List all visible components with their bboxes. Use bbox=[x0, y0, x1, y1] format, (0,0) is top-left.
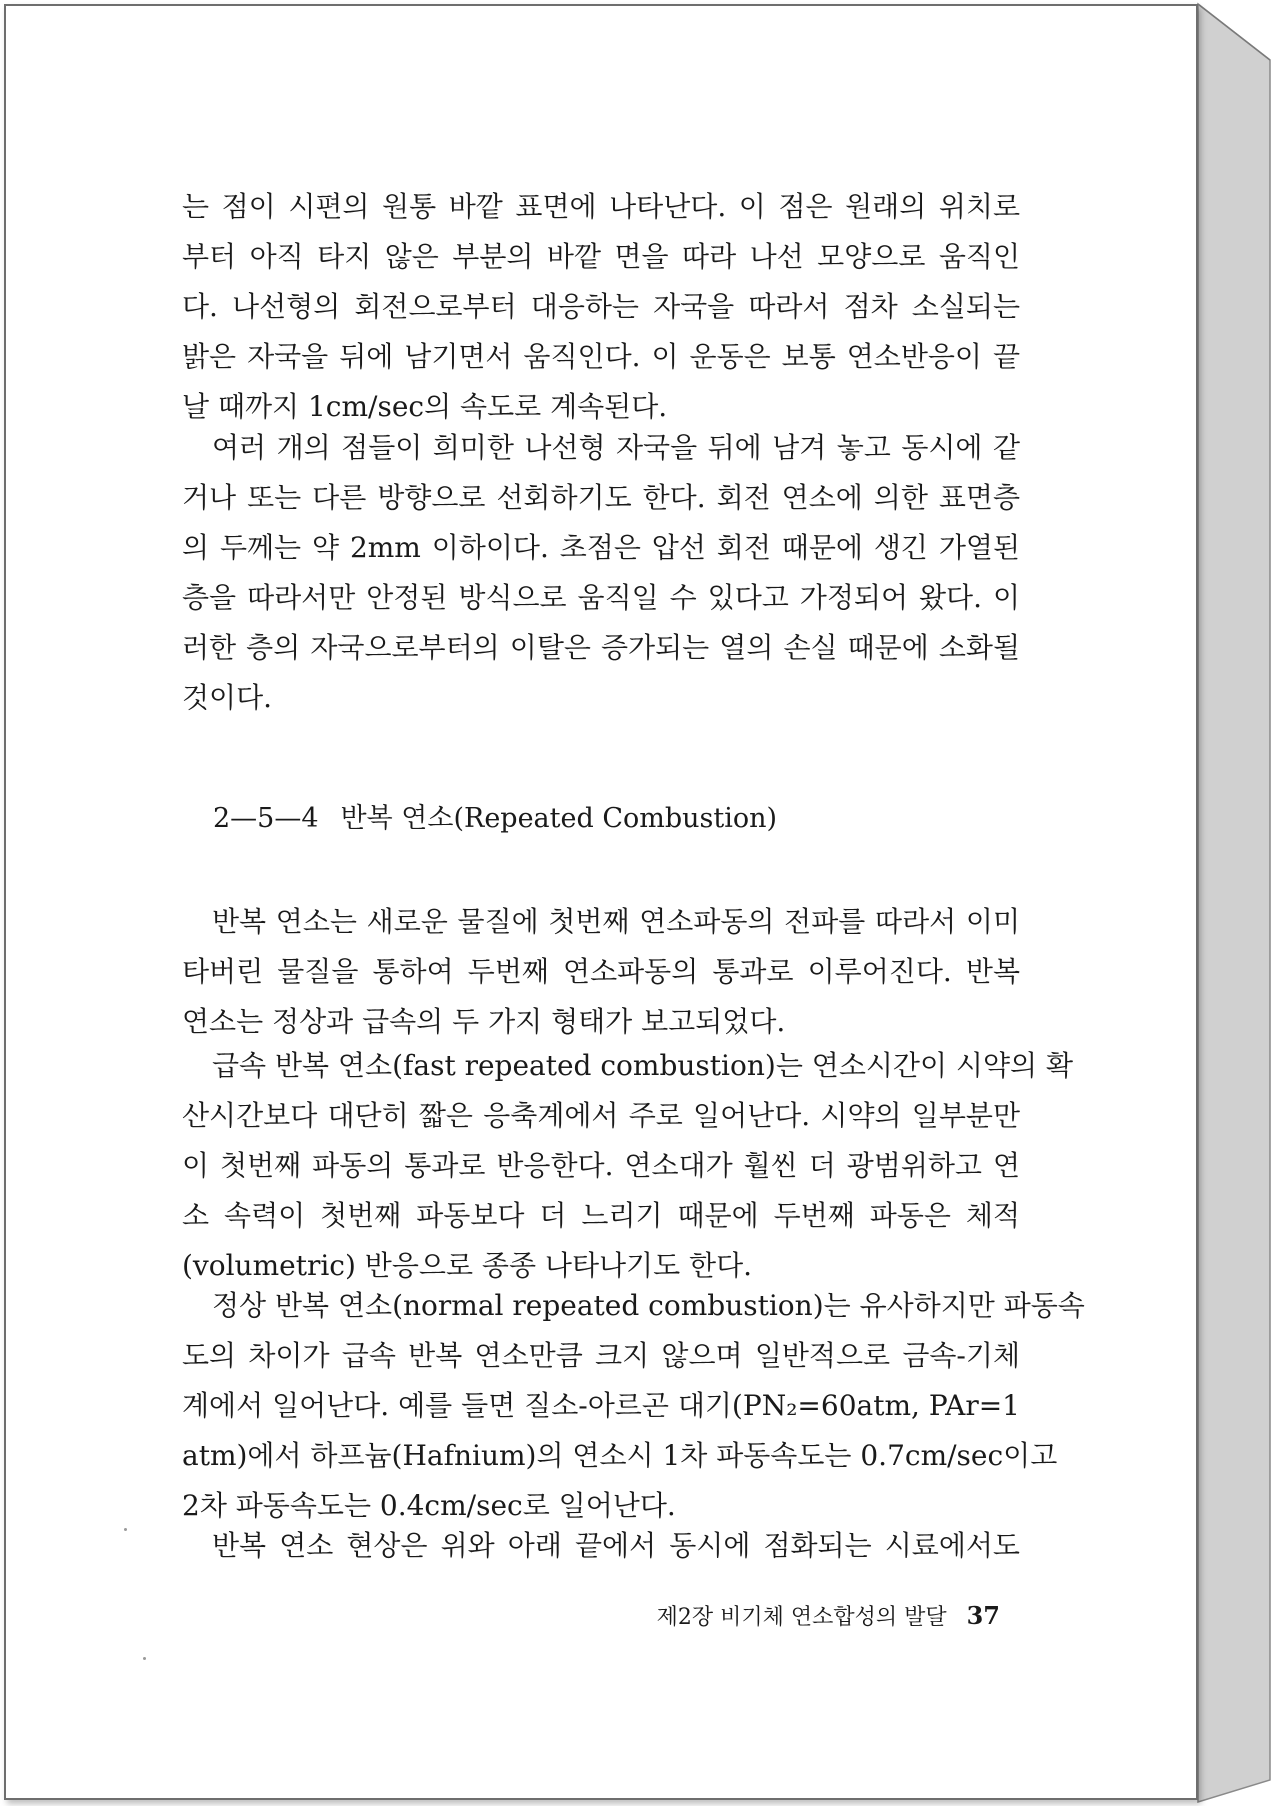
text-line: 반복 연소 현상은 위와 아래 끝에서 동시에 점화되는 시료에서도 bbox=[212, 1529, 1020, 1562]
text-line: 이 첫번째 파동의 통과로 반응한다. 연소대가 훨씬 더 광범위하고 연 bbox=[182, 1149, 1020, 1182]
text-line: 밝은 자국을 뒤에 남기면서 움직인다. 이 운동은 보통 연소반응이 끝 bbox=[182, 340, 1020, 373]
page-number: 37 bbox=[966, 1601, 1000, 1630]
text-line: 타버린 물질을 통하여 두번째 연소파동의 통과로 이루어진다. 반복 bbox=[182, 955, 1020, 988]
text-line: 거나 또는 다른 방향으로 선회하기도 한다. 회전 연소에 의한 표면층 bbox=[182, 481, 1020, 514]
text-line: 는 점이 시편의 원통 바깥 표면에 나타난다. 이 점은 원래의 위치로 bbox=[182, 190, 1020, 223]
text-line: 반복 연소는 새로운 물질에 첫번째 연소파동의 전파를 따라서 이미 bbox=[212, 905, 1020, 938]
text-line: 다. 나선형의 회전으로부터 대응하는 자국을 따라서 점차 소실되는 bbox=[182, 290, 1020, 323]
text-line: 계에서 일어난다. 예를 들면 질소-아르곤 대기(PN₂=60atm, PAr=1 bbox=[182, 1389, 1020, 1422]
text-line: 도의 차이가 급속 반복 연소만큼 크지 않으며 일반적으로 금속-기체 bbox=[182, 1339, 1020, 1372]
text-line: 급속 반복 연소(fast repeated combustion)는 연소시간이 시약의 확 bbox=[212, 1049, 1074, 1082]
paragraph bbox=[182, 182, 1020, 432]
paragraph bbox=[182, 897, 1020, 1047]
section-number: 2—5—4 bbox=[213, 803, 319, 834]
text-line: 러한 층의 자국으로부터의 이탈은 증가되는 열의 손실 때문에 소화될 bbox=[182, 631, 1020, 664]
text-line: (volumetric) 반응으로 종종 나타나기도 한다. bbox=[182, 1249, 753, 1282]
paragraph bbox=[182, 1521, 1020, 1571]
text-line: atm)에서 하프늄(Hafnium)의 연소시 1차 파동속도는 0.7cm/sec이고 bbox=[182, 1439, 1058, 1472]
paragraph bbox=[182, 1041, 1074, 1291]
text-line: 부터 아직 타지 않은 부분의 바깥 면을 따라 나선 모양으로 움직인 bbox=[182, 240, 1020, 273]
text-line: 소 속력이 첫번째 파동보다 더 느리기 때문에 두번째 파동은 체적 bbox=[182, 1199, 1020, 1232]
text-line: 산시간보다 대단히 짧은 응축계에서 주로 일어난다. 시약의 일부분만 bbox=[182, 1099, 1020, 1132]
text-line: 2차 파동속도는 0.4cm/sec로 일어난다. bbox=[182, 1489, 676, 1522]
text-line: 연소는 정상과 급속의 두 가지 형태가 보고되었다. bbox=[182, 1005, 786, 1038]
paragraph bbox=[182, 423, 1020, 723]
text-line: 정상 반복 연소(normal repeated combustion)는 유사하지만 파동속 bbox=[212, 1289, 1085, 1322]
text-line: 날 때까지 1cm/sec의 속도로 계속된다. bbox=[182, 390, 668, 423]
text-line: 의 두께는 약 2mm 이하이다. 초점은 압선 회전 때문에 생긴 가열된 bbox=[182, 531, 1020, 564]
chapter-title: 제2장 비기체 연소합성의 발달 bbox=[656, 1605, 947, 1630]
text-line: 여러 개의 점들이 희미한 나선형 자국을 뒤에 남겨 놓고 동시에 같 bbox=[212, 431, 1020, 464]
text-line: 층을 따라서만 안정된 방식으로 움직일 수 있다고 가정되어 왔다. 이 bbox=[182, 581, 1020, 614]
scan-speck bbox=[124, 1528, 127, 1531]
scan-speck bbox=[143, 1657, 146, 1660]
running-footer bbox=[657, 1596, 1000, 1638]
section-heading bbox=[213, 797, 777, 841]
paragraph bbox=[182, 1281, 1085, 1531]
text-line: 것이다. bbox=[182, 681, 273, 714]
section-title: 반복 연소(Repeated Combustion) bbox=[340, 803, 778, 834]
